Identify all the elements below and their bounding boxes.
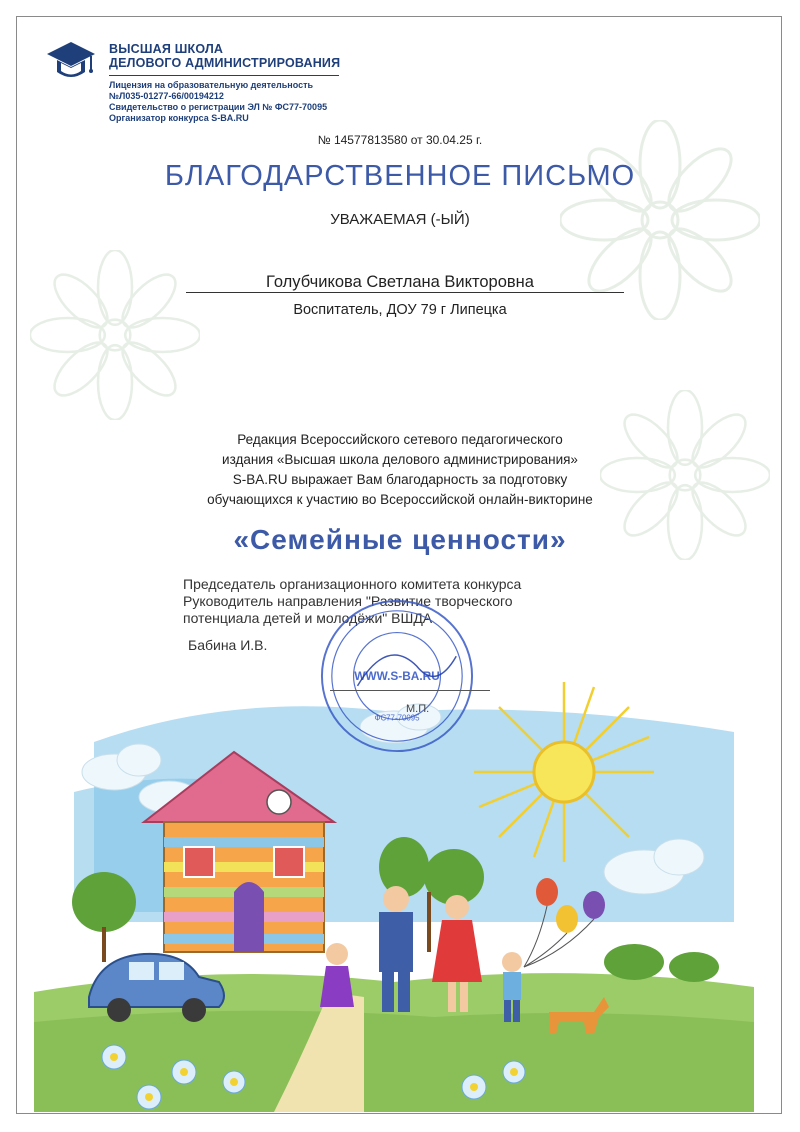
body-line: обучающихся к участию во Всероссийской онлайн-викторине	[207, 492, 593, 507]
stamp-label: М.П.	[406, 703, 430, 715]
salutation: УВАЖАЕМАЯ (-ЫЙ)	[330, 211, 470, 228]
recipient-name: Голубчикова Светлана Викторовна	[266, 273, 534, 291]
license-line: Организатор конкурса S-BA.RU	[109, 113, 249, 123]
license-line: Лицензия на образовательную деятельность	[109, 80, 314, 90]
recipient-role: Воспитатель, ДОУ 79 г Липецка	[293, 302, 507, 318]
signer-name: Бабина И.В.	[188, 637, 268, 653]
chair-line: потенциала детей и молодёжи" ВШДА	[183, 610, 433, 626]
document-number: № 14577813580 от 30.04.25 г.	[317, 133, 483, 147]
organization-name	[109, 42, 340, 70]
org-name-line: ДЕЛОВОГО АДМИНИСТРИРОВАНИЯ	[109, 56, 341, 70]
license-line: Свидетельство о регистрации ЭЛ № ФС77-70095	[109, 102, 328, 112]
recipient-name-underline	[186, 292, 624, 293]
letter-body	[150, 430, 650, 510]
stamp-site: WWW.S-BA.RU	[354, 668, 440, 683]
license-block	[109, 80, 327, 124]
contest-name: «Семейные ценности»	[233, 524, 567, 555]
document-title: БЛАГОДАРСТВЕННОЕ ПИСЬМО	[164, 160, 636, 192]
body-line: издания «Высшая школа делового администрирования»	[222, 452, 578, 467]
graduation-cap-logo-icon	[45, 40, 97, 84]
body-line: Редакция Всероссийского сетевого педагогического	[237, 432, 563, 447]
stamp-registration: ФС77-70095	[374, 713, 420, 723]
org-name-line: ВЫСШАЯ ШКОЛА	[109, 42, 224, 56]
chair-line: Руководитель направления "Развитие творческого	[183, 593, 513, 609]
chair-line: Председатель организационного комитета конкурса	[183, 576, 522, 592]
body-line: S-BA.RU выражает Вам благодарность за подготовку	[232, 472, 568, 487]
official-stamp	[318, 597, 476, 755]
license-line: №Л035-01277-66/00194212	[109, 91, 224, 101]
org-divider	[109, 75, 339, 76]
signature-line	[330, 690, 490, 691]
